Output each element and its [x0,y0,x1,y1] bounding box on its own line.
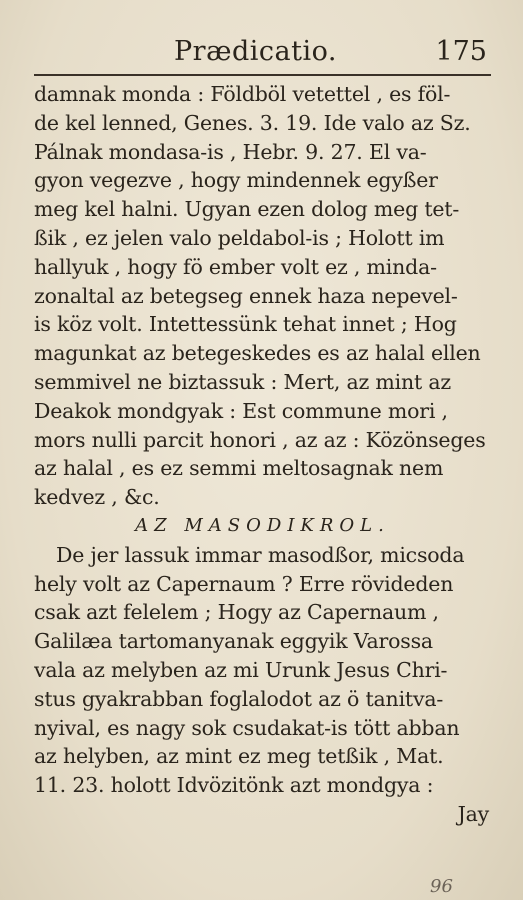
text-line: kedvez , &c. [34,485,160,510]
text-line: 11. 23. holott Idvözitönk azt mondgya : [34,773,434,798]
text-line: csak azt felelem ; Hogy az Capernaum , [34,600,439,625]
body-text [34,80,491,829]
bottom-stamp: 96 [430,876,453,897]
text-line: az helyben, az mint ez meg tetßik , Mat. [34,744,444,769]
text-line: gyon vegezve , hogy mindennek egyßer [34,168,438,193]
text-line: ßik , ez jelen valo peldabol-is ; Holott im [34,225,445,250]
text-line: hallyuk , hogy fö ember volt ez , minda- [34,254,437,279]
text-line: zonaltal az betegseg ennek haza nepevel- [34,283,458,308]
text-line: az halal , es ez semmi meltosagnak nem [34,456,444,481]
text-line: mors nulli parcit honori , az az : Közönseges [34,427,486,452]
page-number: 175 [435,36,487,67]
page-header [34,34,491,76]
text-line: de kel lenned, Genes. 3. 19. Ide valo az Sz. [34,110,471,135]
text-line: magunkat az betegeskedes es az halal ellen [34,341,481,366]
text-line: vala az melyben az mi Urunk Jesus Chri- [34,657,448,682]
text-line: meg kel halni. Ugyan ezen dolog meg tet- [34,197,460,222]
text-line: Galilæa tartomanyanak eggyik Varossa [34,629,433,654]
section-heading: AZ MASODIKROL. [135,514,390,536]
text-line: damnak monda : Földböl vetettel , es föl- [34,82,451,106]
text-line: Pálnak mondasa-is , Hebr. 9. 27. El va- [34,139,427,164]
text-line: semmivel ne biztassuk : Mert, az mint az [34,369,451,394]
text-line: hely volt az Capernaum ? Erre rövideden [34,571,454,596]
text-line: stus gyakrabban foglalodot az ö tanitva- [34,686,444,711]
text-line: is köz volt. Intettessünk tehat innet ; Hog [34,312,457,337]
text-line: Deakok mondgyak : Est commune mori , [34,398,448,423]
running-title: Prædicatio. [174,36,337,67]
text-line: nyival, es nagy sok csudakat-is tött abban [34,715,460,740]
text-line: De jer lassuk immar masodßor, micsoda [56,542,465,567]
catchword: Jay [457,801,489,826]
